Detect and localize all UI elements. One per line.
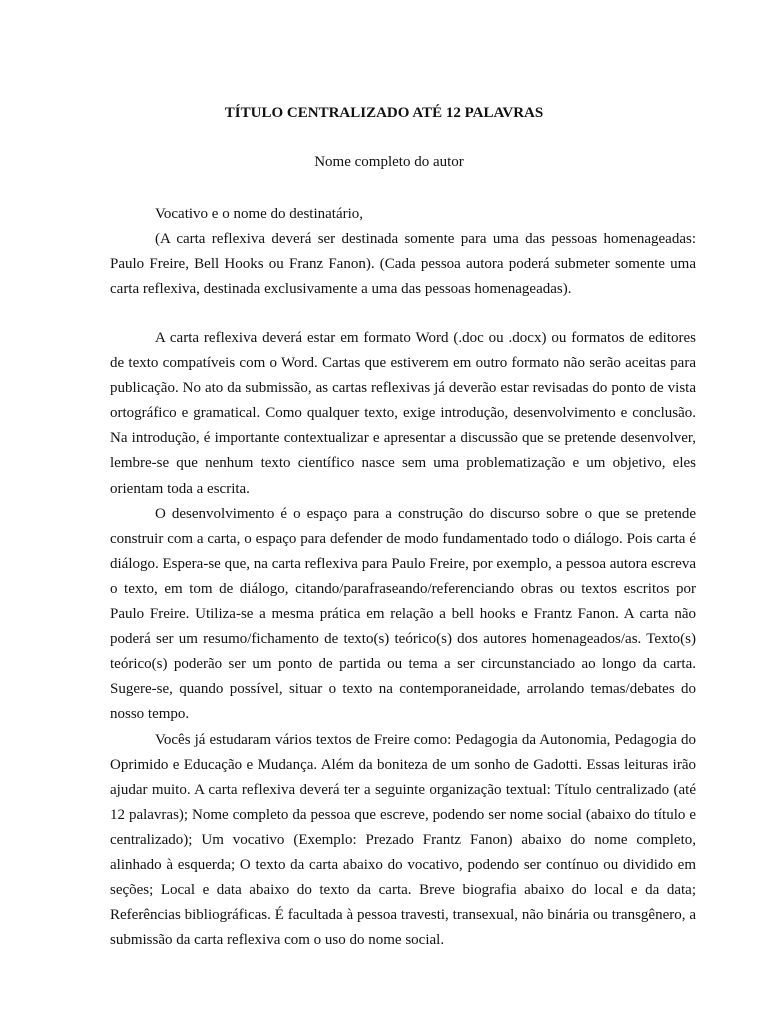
document-title: TÍTULO CENTRALIZADO ATÉ 12 PALAVRAS	[224, 105, 544, 121]
body-paragraph-format: A carta reflexiva deverá estar em formato Word (.doc ou .docx) ou formatos de editores de texto compatíveis com o Word. Cartas que estiverem em outro formato não serão aceitas para publicação. No ato da submissão, as cartas reflexivas já deverão estar revisadas do ponto de vista ortográfico e gramatical. Como qualquer texto, exige introdução, desenvolvimento e conclusão. Na introdução, é importante contextualizar e apresentar a discussão que se pretende desenvolver, lembre-se que nenhum texto científico nasce sem uma problematização e um objetivo, eles orientam toda a escrita.	[110, 330, 696, 497]
author-name: Nome completo do autor	[314, 154, 464, 170]
addressee-note: (A carta reflexiva deverá ser destinada somente para uma das pessoas homenageadas: Paulo Freire, Bell Hooks ou Franz Fanon). (Cada pessoa autora poderá submeter somente uma carta reflexiva, destinada exclusivamente a uma das pessoas homenageadas).	[110, 231, 696, 297]
body-paragraph-development: O desenvolvimento é o espaço para a construção do discurso sobre o que se pretende construir com a carta, o espaço para defender de modo fundamentado todo o diálogo. Pois carta é diálogo. Espera-se que, na carta reflexiva para Paulo Freire, por exemplo, a pessoa autora escreva o texto, em tom de diálogo, citando/parafraseando/referenciando obras ou textos escritos por Paulo Freire. Utiliza-se a mesma prática em relação a bell hooks e Frantz Fanon. A carta não poderá ser um resumo/fichamento de texto(s) teórico(s) dos autores homenageados/as. Texto(s) teórico(s) poderão ser um ponto de partida ou tema a ser circunstanciado ao longo da carta. Sugere-se, quando possível, situar o texto na contemporaneidade, arrolando temas/debates do nosso tempo.	[110, 505, 696, 723]
letter-intro	[110, 202, 696, 302]
body-paragraph-organization: Vocês já estudaram vários textos de Freire como: Pedagogia da Autonomia, Pedagogia do Oprimido e Educação e Mudança. Além da boniteza de um sonho de Gadotti. Essas leituras irão ajudar muito. A carta reflexiva deverá ter a seguinte organização textual: Título centralizado (até 12 palavras); Nome completo da pessoa que escreve, podendo ser nome social (abaixo do título e centralizado); Um vocativo (Exemplo: Prezado Frantz Fanon) abaixo do nome completo, alinhado à esquerda; O texto da carta abaixo do vocativo, podendo ser contínuo ou dividido em seções; Local e data abaixo do texto da carta. Breve biografia abaixo do local e da data; Referências bibliográficas. É facultada à pessoa travesti, transexual, não binária ou transgênero, a submissão da carta reflexiva com o uso do nome social.	[110, 731, 696, 949]
letter-body	[110, 326, 696, 953]
vocative-line: Vocativo e o nome do destinatário,	[155, 206, 364, 222]
